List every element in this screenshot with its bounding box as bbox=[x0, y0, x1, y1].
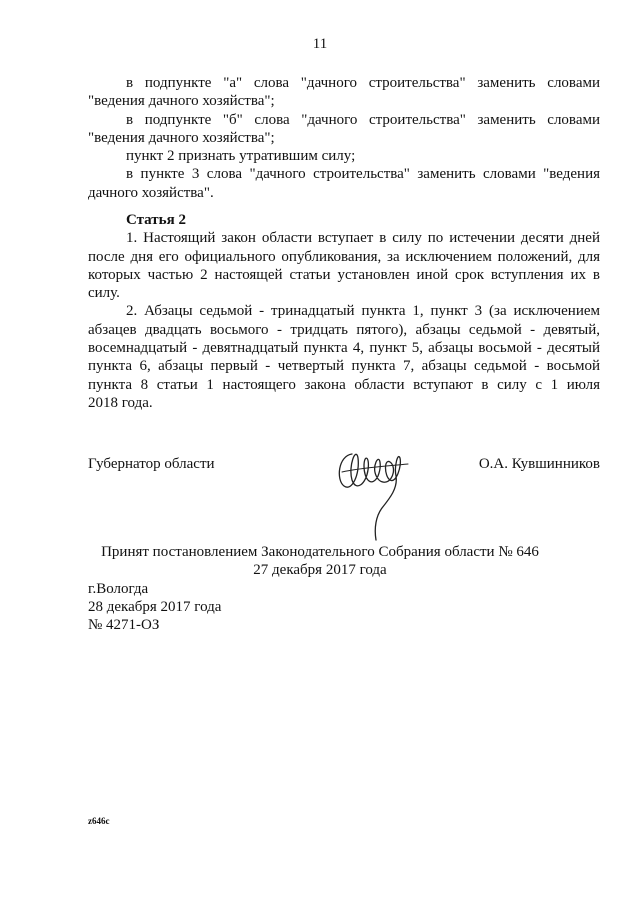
amendment-line: пункт 2 признать утратившим силу; bbox=[126, 148, 356, 165]
paragraph-line: 2018 года. bbox=[88, 394, 153, 411]
amendment-line: в подпункте "а" слова "дачного строительства" заменить словами bbox=[126, 75, 600, 91]
paragraph-line: пункта 8 статьи 1 настоящего закона области вступают в силу с 1 июля bbox=[88, 376, 600, 393]
signatory-name: О.А. Кувшинников bbox=[478, 456, 600, 472]
handwritten-signature bbox=[330, 436, 420, 546]
paragraph-line: силу. bbox=[88, 285, 120, 302]
paragraph-line: абзацев двадцать восьмого - тридцать пятого), абзацы седьмой - девятый, bbox=[88, 321, 600, 338]
amendment-line: "ведения дачного хозяйства"; bbox=[88, 93, 275, 110]
page-number: 11 bbox=[312, 36, 328, 52]
signatory-title: Губернатор области bbox=[88, 456, 215, 472]
footer-date: 28 декабря 2017 года bbox=[88, 599, 222, 615]
document-code: z646c bbox=[88, 816, 110, 826]
paragraph-line: 1. Настоящий закон области вступает в силу по истечении десяти дней bbox=[126, 230, 600, 247]
adoption-date: 27 декабря 2017 года bbox=[253, 562, 387, 578]
amendments-block bbox=[88, 74, 600, 202]
paragraph-line: восемнадцатый - девятнадцатый пункта 4, пункт 5, абзацы восьмой - десятый bbox=[88, 340, 600, 357]
paragraph-line: пункта 6, абзацы первый - четвертый пункта 7, абзацы седьмой - восьмой bbox=[88, 358, 600, 375]
amendment-line: в подпункте "б" слова "дачного строительства" заменить словами bbox=[126, 111, 600, 128]
article-heading: Статья 2 bbox=[126, 212, 186, 228]
article-2 bbox=[88, 211, 600, 412]
amendment-line: дачного хозяйства". bbox=[88, 184, 214, 201]
paragraph-line: которых частью 2 настоящей статьи установлен иной срок вступления их в bbox=[88, 266, 600, 283]
law-number: № 4271-ОЗ bbox=[88, 617, 160, 633]
amendment-line: "ведения дачного хозяйства"; bbox=[88, 129, 275, 146]
paragraph-line: после дня его официального опубликования, за исключением положений, для bbox=[88, 248, 600, 265]
footer-city: г.Вологда bbox=[88, 581, 149, 597]
paragraph-line: 2. Абзацы седьмой - тринадцатый пункта 1, пункт 3 (за исключением bbox=[126, 303, 600, 320]
adoption-line: Принят постановлением Законодательного Собрания области № 646 bbox=[101, 544, 539, 560]
amendment-line: в пункте 3 слова "дачного строительства" заменить словами "ведения bbox=[126, 166, 600, 183]
